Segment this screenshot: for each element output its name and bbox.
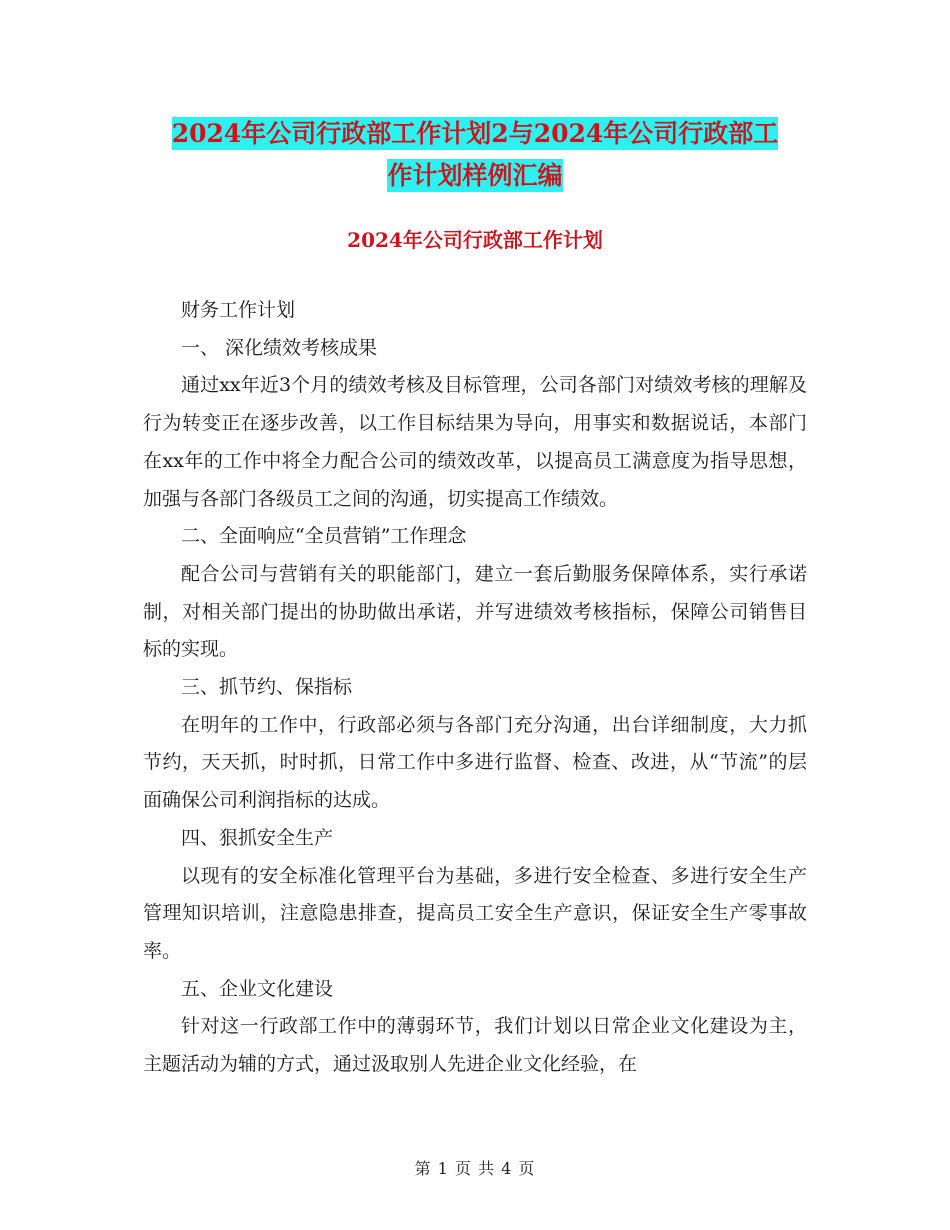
title-highlight: 作计划样例汇编 bbox=[387, 161, 563, 190]
paragraph-heading: 五、企业文化建设 bbox=[181, 977, 334, 1000]
document-body bbox=[143, 292, 807, 1084]
page-number-footer: 第 1 页 共 4 页 bbox=[414, 1159, 536, 1178]
paragraph-heading: 三、抓节约、保指标 bbox=[181, 676, 353, 699]
paragraph-heading: 财务工作计划 bbox=[181, 299, 296, 321]
paragraph-heading: 一、 深化绩效考核成果 bbox=[181, 336, 378, 359]
paragraph-heading: 二、全面响应“全员营销”工作理念 bbox=[181, 525, 467, 548]
document-title-line-1 bbox=[0, 114, 950, 150]
paragraph: 在明年的工作中，行政部必须与各部门充分沟通，出台详细制度，大力抓节约，天天抓，时时抓，日常工作中多进行监督、检查、改进，从“节流”的层面确保公司利润指标的达成。 bbox=[143, 713, 807, 812]
paragraph: 通过xx年近3个月的绩效考核及目标管理，公司各部门对绩效考核的理解及行为转变正在逐步改善，以工作目标结果为导向，用事实和数据说话，本部门在xx年的工作中将全力配合公司的绩效改革，以提高员工满意度为指导思想，加强与各部门各级员工之间的沟通，切实提高工作绩效。 bbox=[143, 374, 807, 510]
paragraph: 以现有的安全标准化管理平台为基础，多进行安全检查、多进行安全生产管理知识培训，注意隐患排查，提高员工安全生产意识，保证安全生产零事故率。 bbox=[143, 864, 807, 962]
section-title: 2024年公司行政部工作计划 bbox=[347, 228, 603, 252]
document-title-line-2 bbox=[0, 156, 950, 192]
paragraph: 配合公司与营销有关的职能部门，建立一套后勤服务保障体系，实行承诺制，对相关部门提出的协助做出承诺，并写进绩效考核指标，保障公司销售目标的实现。 bbox=[143, 562, 807, 661]
title-highlight: 2024年公司行政部工作计划2与2024年公司行政部工 bbox=[171, 119, 779, 148]
paragraph: 针对这一行政部工作中的薄弱环节，我们计划以日常企业文化建设为主，主题活动为辅的方式，通过汲取别人先进企业文化经验，在 bbox=[143, 1015, 807, 1076]
paragraph-heading: 四、狠抓安全生产 bbox=[181, 826, 334, 849]
